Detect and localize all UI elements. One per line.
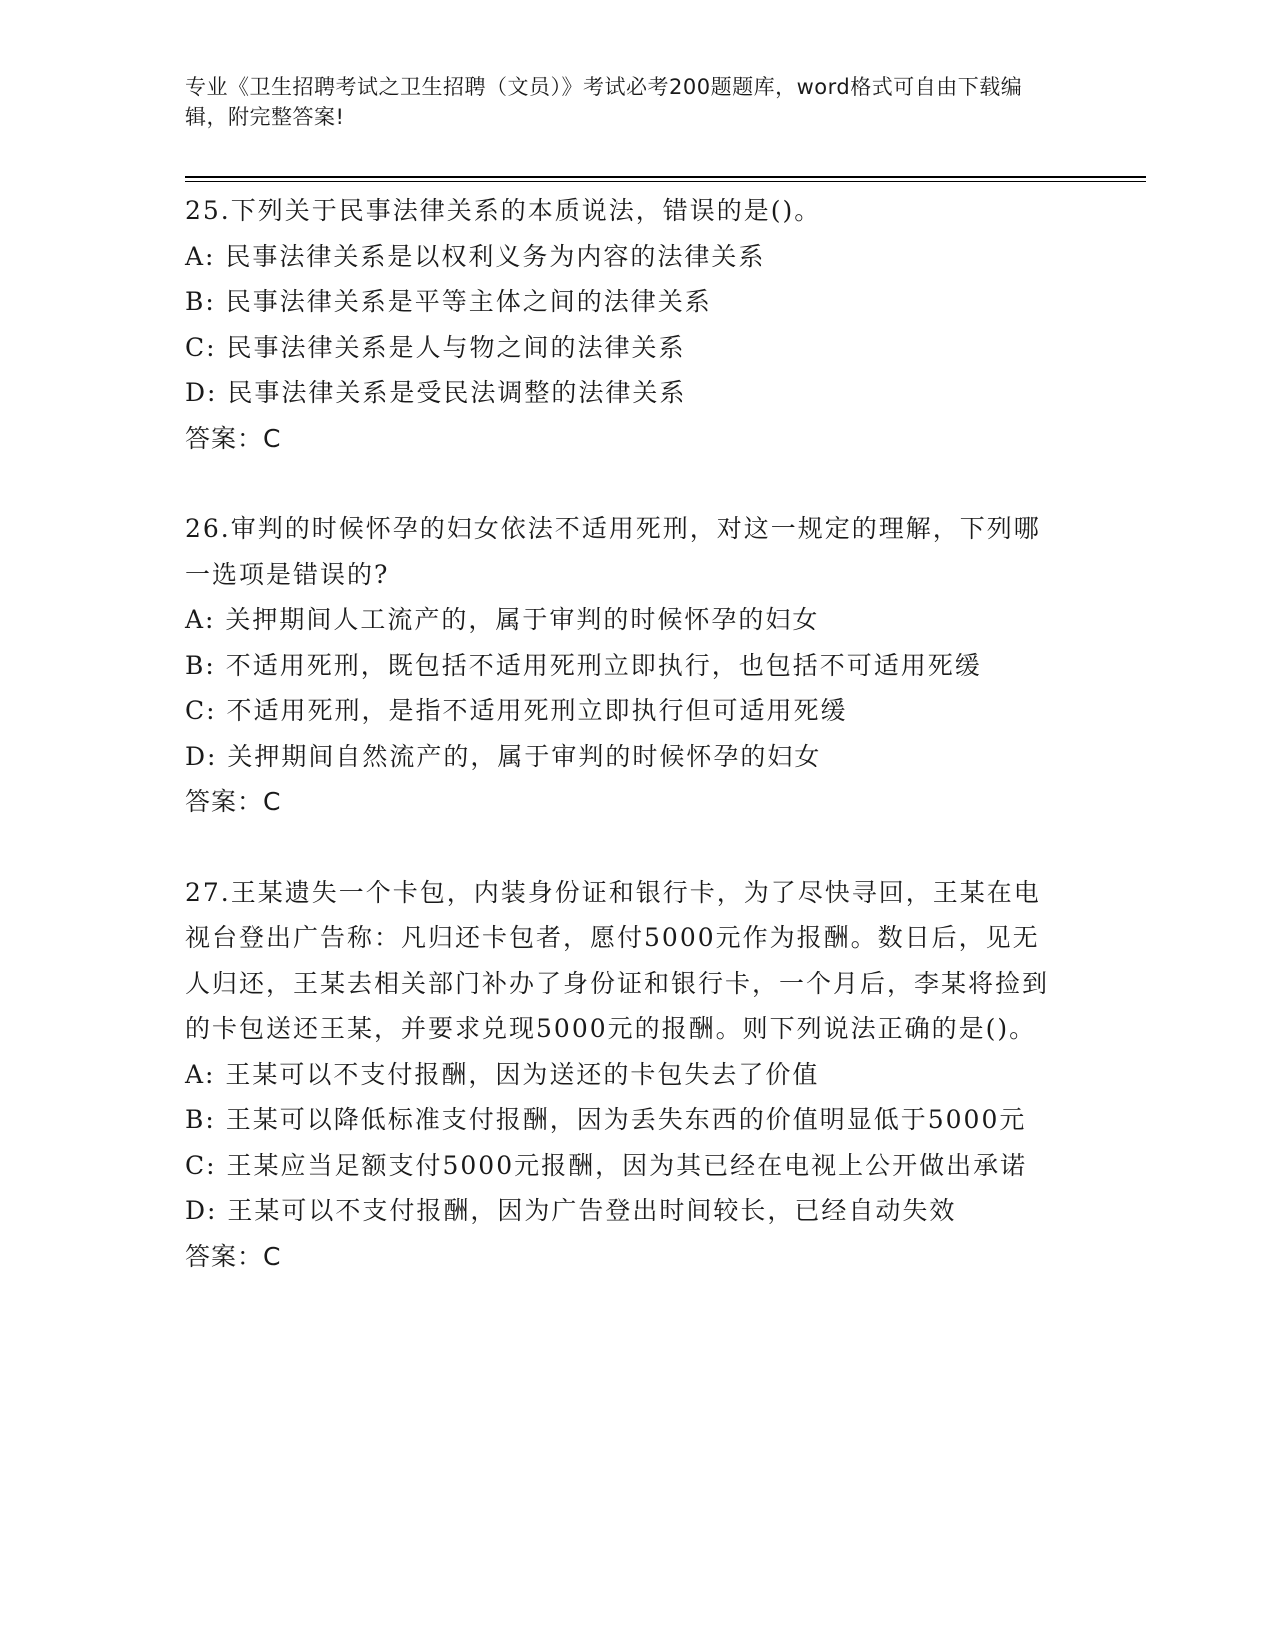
option-d: D: 民事法律关系是受民法调整的法律关系 xyxy=(185,378,687,407)
question-26 xyxy=(185,506,1065,825)
option-c: C: 王某应当足额支付5000元报酬，因为其已经在电视上公开做出承诺 xyxy=(185,1150,1028,1180)
header-divider-thin xyxy=(185,181,1146,182)
question-list xyxy=(185,188,1065,1324)
question-25 xyxy=(185,188,1065,461)
question-text: 25.下列关于民事法律关系的本质说法，错误的是()。 xyxy=(185,196,822,225)
option-c: C: 民事法律关系是人与物之间的法律关系 xyxy=(185,332,686,362)
document-header: 专业《卫生招聘考试之卫生招聘（文员）》考试必考200题题库，word格式可自由下载编辑，附完整答案! xyxy=(185,75,1023,129)
option-d: D: 关押期间自然流产的，属于审判的时候怀孕的妇女 xyxy=(185,741,822,771)
answer: 答案：C xyxy=(185,787,282,816)
option-a: A: 王某可以不支付报酬，因为送还的卡包失去了价值 xyxy=(185,1059,820,1089)
option-b: B: 不适用死刑，既包括不适用死刑立即执行，也包括不可适用死缓 xyxy=(185,650,982,680)
header-divider-thick xyxy=(185,176,1146,178)
option-a: A: 民事法律关系是以权利义务为内容的法律关系 xyxy=(185,241,766,271)
question-text: 26.审判的时候怀孕的妇女依法不适用死刑，对这一规定的理解，下列哪一选项是错误的? xyxy=(185,514,1041,589)
question-text: 27.王某遗失一个卡包，内装身份证和银行卡，为了尽快寻回，王某在电视台登出广告称：凡归还卡包者，愿付5000元作为报酬。数日后，见无人归还，王某去相关部门补办了身份证和银行卡，一个月后，李某将捡到的卡包送还王某，并要求兑现5000元的报酬。则下列说法正确的是()。 xyxy=(185,877,1050,1043)
option-d: D: 王某可以不支付报酬，因为广告登出时间较长，已经自动失效 xyxy=(185,1196,957,1225)
option-b: B: 民事法律关系是平等主体之间的法律关系 xyxy=(185,287,712,316)
answer: 答案：C xyxy=(185,1241,282,1271)
answer: 答案：C xyxy=(185,423,282,453)
option-c: C: 不适用死刑，是指不适用死刑立即执行但可适用死缓 xyxy=(185,696,848,725)
question-27 xyxy=(185,870,1065,1280)
option-a: A: 关押期间人工流产的，属于审判的时候怀孕的妇女 xyxy=(185,605,820,634)
option-b: B: 王某可以降低标准支付报酬，因为丢失东西的价值明显低于5000元 xyxy=(185,1105,1027,1134)
